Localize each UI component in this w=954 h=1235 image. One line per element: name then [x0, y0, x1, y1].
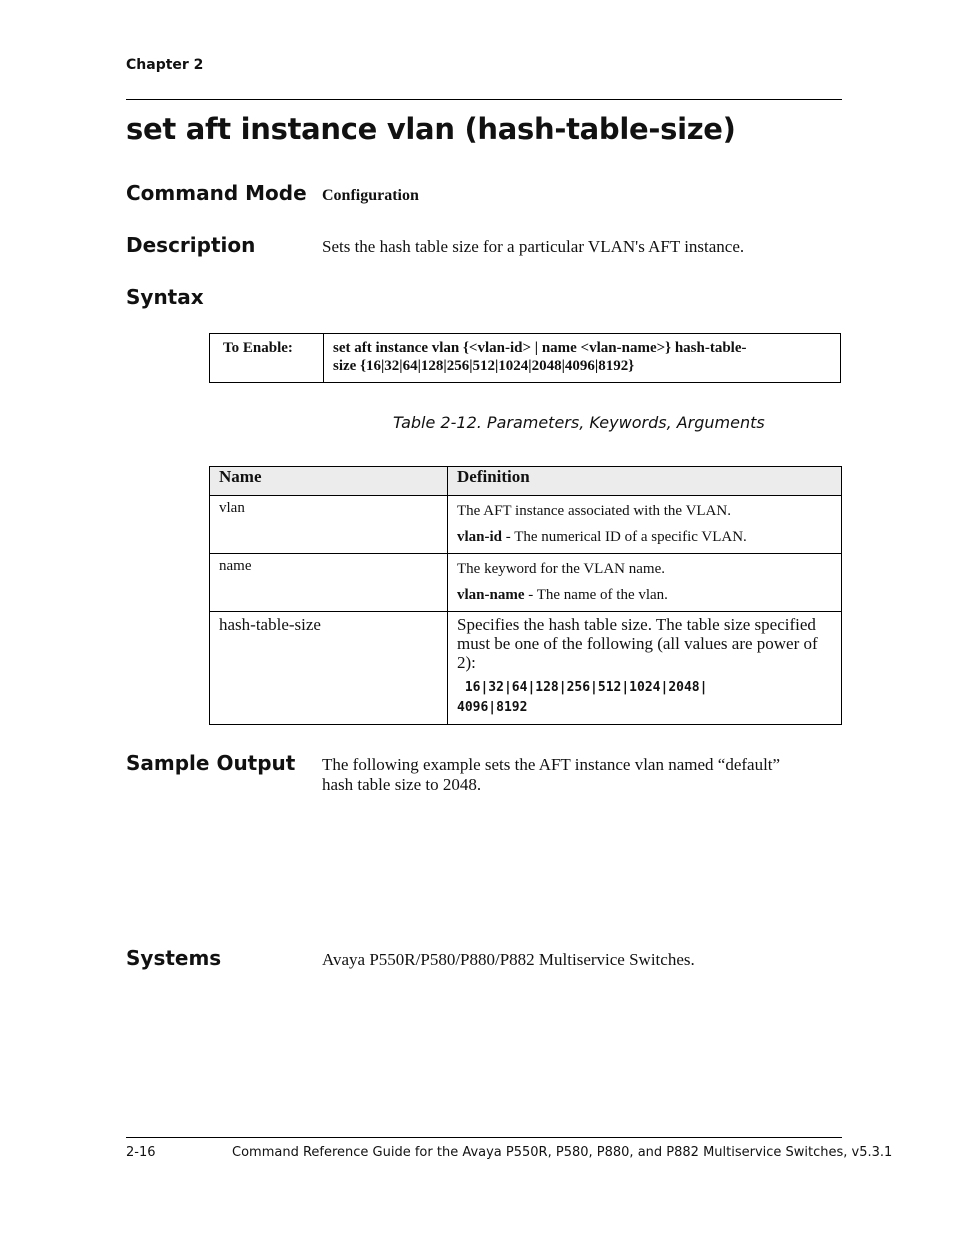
sample-output-text [322, 755, 780, 795]
row-definition [448, 554, 842, 612]
footer-rule [126, 1137, 842, 1138]
definition-text: Specifies the hash table size. The table size specified must be one of the following (all values are power of 2): [457, 615, 818, 672]
parameters-table [209, 466, 842, 725]
header-name: Name [210, 467, 448, 496]
row-name: hash-table-size [210, 612, 448, 725]
definition-text: The keyword for the VLAN name. [457, 561, 665, 577]
sample-output-line-2: hash table size to 2048. [322, 775, 482, 794]
page-title: set aft instance vlan (hash-table-size) [126, 112, 736, 146]
systems-heading: Systems [126, 946, 222, 970]
row-definition [448, 496, 842, 554]
definition-text: The AFT instance associated with the VLAN. [457, 503, 731, 519]
definition-keyword-line [457, 526, 832, 548]
keyword-description: - The name of the vlan. [524, 587, 668, 603]
page-number: 2-16 [126, 1145, 156, 1160]
sample-output-line-1: The following example sets the AFT instance vlan named “default” [322, 755, 781, 774]
row-name: vlan [210, 496, 448, 554]
header-rule [126, 99, 842, 100]
code-values-line-1: 16|32|64|128|256|512|1024|2048| [457, 680, 708, 695]
table-caption: Table 2-12. Parameters, Keywords, Arguments [393, 413, 765, 432]
table-row [210, 554, 842, 612]
chapter-label: Chapter 2 [126, 57, 204, 73]
keyword: vlan-name [457, 587, 525, 603]
keyword-description: - The numerical ID of a specific VLAN. [502, 529, 747, 545]
systems-text: Avaya P550R/P580/P880/P882 Multiservice Switches. [322, 950, 695, 969]
syntax-label: To Enable: [210, 334, 324, 382]
code-values-line-2: 4096|8192 [457, 700, 528, 715]
sample-output-heading: Sample Output [126, 751, 296, 775]
syntax-command [324, 334, 840, 375]
row-definition [448, 612, 842, 725]
row-name: name [210, 554, 448, 612]
syntax-line-2: size {16|32|64|128|256|512|1024|2048|4096|8192} [333, 358, 635, 374]
keyword: vlan-id [457, 529, 503, 545]
table-header-row [210, 467, 842, 496]
description-text: Sets the hash table size for a particular VLAN's AFT instance. [322, 237, 745, 256]
table-row [210, 612, 842, 725]
syntax-box [209, 333, 841, 383]
command-mode-value: Configuration [322, 187, 419, 204]
header-definition: Definition [448, 467, 842, 496]
description-heading: Description [126, 233, 256, 257]
definition-keyword-line [457, 584, 832, 606]
syntax-line-1: set aft instance vlan {<vlan-id> | name <vlan-name>} hash-table- [333, 340, 747, 356]
command-mode-heading: Command Mode [126, 181, 307, 205]
syntax-heading: Syntax [126, 285, 204, 309]
table-row [210, 496, 842, 554]
footer-title: Command Reference Guide for the Avaya P550R, P580, P880, and P882 Multiservice Switches, v5.3.1 [232, 1145, 893, 1160]
